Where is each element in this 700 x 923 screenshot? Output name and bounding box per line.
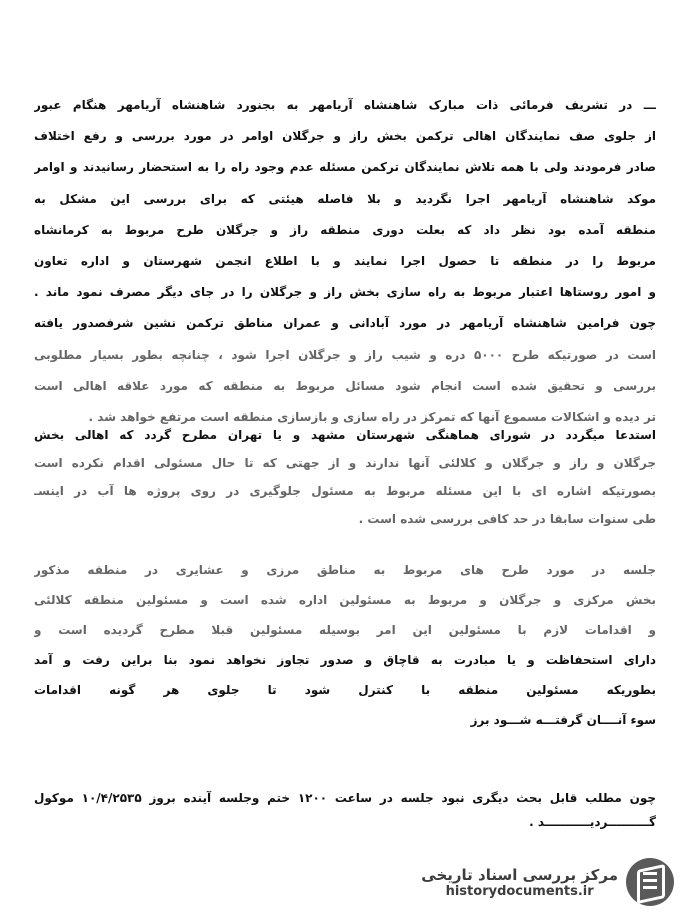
- watermark-url: historydocuments.ir: [445, 883, 594, 899]
- text-line: منطقه آمده بود نظر داد که بعلت دوری منطقه راز و جرگلان طرح مربوط به کرمانشاه: [34, 222, 656, 237]
- watermark: [421, 858, 674, 906]
- text-line: گــــــــــرديـــــــــــد .: [529, 815, 656, 829]
- text-line: صادر فرمودند ولی با همه تلاش نمایندگان ترکمن مسئله عدم وجود راه را به استحضار رسانیدند و اوامر: [34, 160, 656, 175]
- text-line: بصورتیکه اشاره ای با این مسئله مربوط به مسئول جلوگیری در روی پروژه ها آب در اینسـ: [34, 484, 656, 498]
- document-book-icon: [626, 858, 674, 906]
- text-line: ـــ در تشریف فرمائی ذات مبارک شاهنشاه آریامهر به بجنورد شاهنشاه آریامهر هنگام عبور: [34, 98, 656, 112]
- watermark-text: [421, 866, 618, 899]
- text-line: بررسی و تحقیق شده است انجام شود مسائل مربوط به منطقه که مورد علاقه اهالی است: [34, 378, 656, 393]
- text-line: بطوریکه مسئولین منطقه با کنترل شود تا جلوی هر گونه اقدامات: [34, 683, 656, 697]
- text-line: بخش مرکزی و جرگلان و مربوط به مسئولین اداره شده است و مسئولین منطقه کلالئی: [34, 593, 656, 607]
- watermark-title: مرکز بررسی اسناد تاریخی: [421, 865, 618, 884]
- text-line: تر دیده و اشکالات مسموع آنها که تمرکز در راه سازی و بازسازی منطقه است مرتفع خواهد شد .: [88, 410, 656, 425]
- text-line: جرگلان و راز و جرگلان و کلالئی آنها ندارند و از جهتی که تا حال مسئولی اقدام نکرده است: [34, 456, 656, 470]
- paragraph-1: [34, 90, 656, 433]
- text-line: مربوط را در منطقه تا حصول اجرا نمایند و با اطلاع انجمن شهرستان و اداره تعاون: [34, 254, 656, 269]
- text-line: موکد شاهنشاه آریامهر اجرا نگردید و بلا فاصله هیئتی که برای بررسی این مشکل به: [34, 191, 656, 206]
- paragraph-3: [34, 555, 656, 735]
- text-line: استدعا میگردد در شورای هماهنگی شهرستان مشهد و یا تهران مطرح گردد که اهالی بخش: [34, 428, 656, 442]
- text-line: سوء آنــــان گرفتـــه شـــود برز: [470, 713, 656, 727]
- text-line: است در صورتیکه طرح ۵۰۰۰ دره و شیب راز و جرگلان اجرا شود ، چنانچه بطور بسیار مطلوبی: [34, 347, 656, 362]
- paragraph-2: [34, 421, 656, 533]
- text-line: چون فرامین شاهنشاه آریامهر در مورد آبادانی و عمران مناطق ترکمن نشین شرفصدور یافته: [34, 316, 656, 331]
- text-line: و امور روستاها اعتبار مربوط به راه سازی بخش راز و جرگلان را در جای دیگر مصرف نمود ماند .: [34, 285, 656, 300]
- text-line: از جلوی صف نمایندگان اهالی ترکمن بخش راز و جرگلان اوامر در مورد بررسی و رفع اختلاف: [34, 129, 656, 144]
- text-line: دارای استحفاظت و یا مبادرت به قاچاق و صدور تجاوز نخواهد نمود بنا براین رفت و آمد: [34, 653, 656, 667]
- text-line: و اقدامات لازم با مسئولین این امر بوسیله مسئولین قبلا مطرح گردیده است و: [34, 623, 656, 637]
- paragraph-4: [34, 786, 656, 834]
- text-line: طی سنوات سابقا در حد کافی بررسی شده است .: [358, 512, 656, 526]
- text-line: جلسه در مورد طرح های مربوط به مناطق مرزی و عشایری در منطقه مذکور: [34, 563, 656, 577]
- text-line: چون مطلب قابل بحث دیگری نبود جلسه در ساعت ۱۲۰۰ ختم وجلسه آینده بروز ۱۰/۴/۲۵۳۵ موکول: [34, 791, 656, 805]
